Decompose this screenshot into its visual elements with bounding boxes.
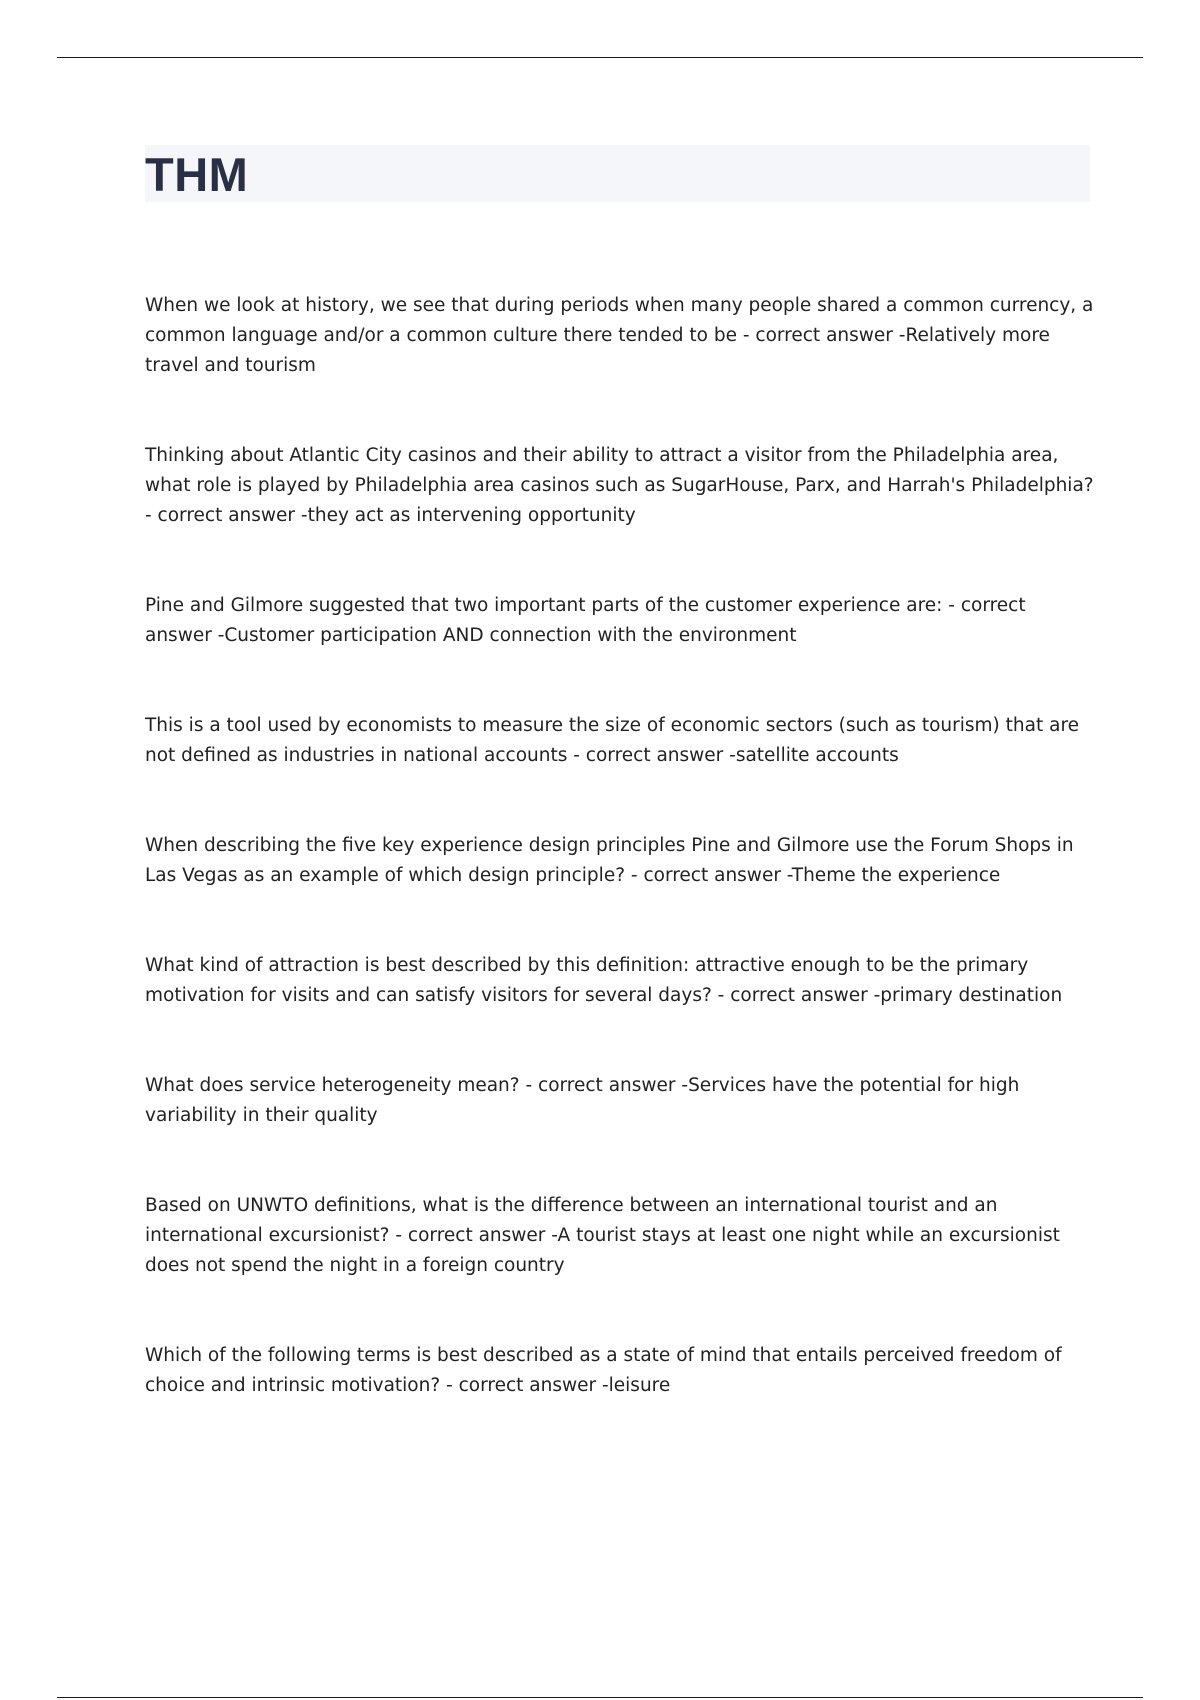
bottom-rule: [57, 1697, 1143, 1698]
title-banner: [145, 145, 1090, 202]
qa-item: When describing the five key experience design principles Pine and Gilmore use the Forum Shops in Las Vegas as an example of which design principle? - correct answer -Theme the experience: [145, 835, 1074, 886]
qa-list: [145, 291, 1095, 1401]
qa-item: What does service heterogeneity mean? - correct answer -Services have the potential for high variability in their quality: [145, 1075, 1020, 1126]
qa-item: What kind of attraction is best described by this definition: attractive enough to be the primary motivation for visits and can satisfy visitors for several days? - correct answer -primary destination: [145, 955, 1063, 1006]
qa-item: Pine and Gilmore suggested that two important parts of the customer experience are: - correct answer -Customer participation AND connection with the environment: [145, 595, 1026, 646]
qa-item: Which of the following terms is best described as a state of mind that entails perceived freedom of choice and intrinsic motivation? - correct answer -leisure: [145, 1345, 1062, 1396]
qa-item: Based on UNWTO definitions, what is the difference between an international tourist and an international excursionist? - correct answer -A tourist stays at least one night while an excursionist does not spend the night in a foreign country: [145, 1195, 1060, 1276]
qa-item: Thinking about Atlantic City casinos and their ability to attract a visitor from the Philadelphia area, what role is played by Philadelphia area casinos such as SugarHouse, Parx, and Harrah's Philadelphia? - correct answer -they act as intervening opportunity: [145, 445, 1094, 526]
top-rule: [57, 57, 1143, 58]
qa-item: When we look at history, we see that during periods when many people shared a common currency, a common language and/or a common culture there tended to be - correct answer -Relatively more travel and tourism: [145, 295, 1094, 376]
qa-item: This is a tool used by economists to measure the size of economic sectors (such as tourism) that are not defined as industries in national accounts - correct answer -satellite accounts: [145, 715, 1080, 766]
document-title: THM: [145, 148, 249, 201]
